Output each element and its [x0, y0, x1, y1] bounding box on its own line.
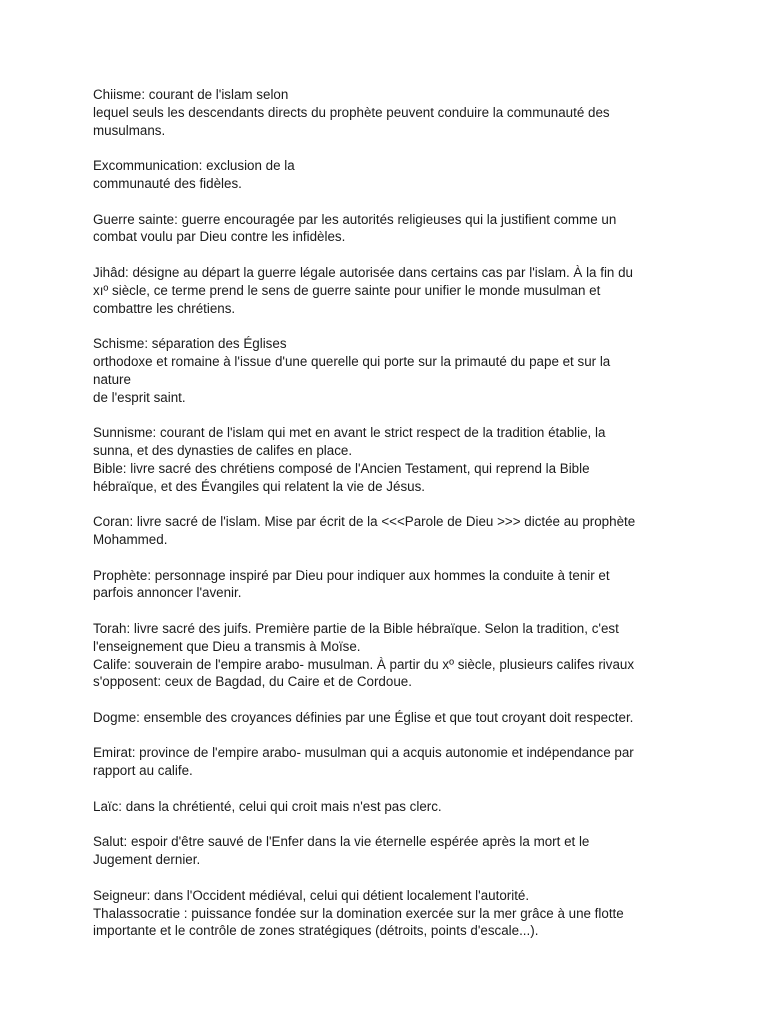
entry-sunnisme-bible: [93, 424, 683, 495]
entry-excommunication: [93, 157, 683, 193]
entry-coran: [93, 513, 683, 549]
text-line: importante et le contrôle de zones stratégiques (détroits, points d'escale...).: [93, 923, 539, 939]
text-line: Guerre sainte: guerre encouragée par les autorités religieuses qui la justifient comme un: [93, 211, 617, 227]
text-line: Salut: espoir d'être sauvé de l'Enfer dans la vie éternelle espérée après la mort et le: [93, 834, 590, 850]
text-line: Mohammed.: [93, 531, 168, 547]
text-line: nature: [93, 371, 131, 387]
text-line: orthodoxe et romaine à l'issue d'une querelle qui porte sur la primauté du pape et sur la: [93, 353, 611, 369]
document-page: [93, 86, 683, 940]
entry-laic: [93, 798, 683, 816]
text-line: xıº siècle, ce terme prend le sens de guerre sainte pour unifier le monde musulman et: [93, 282, 601, 298]
entry-chiisme: [93, 86, 683, 139]
entry-prophete: [93, 567, 683, 603]
text-line: Excommunication: exclusion de la: [93, 158, 295, 174]
entry-salut: [93, 833, 683, 869]
text-line: Sunnisme: courant de l'islam qui met en avant le strict respect de la tradition établie, la: [93, 425, 606, 441]
text-line: Thalassocratie : puissance fondée sur la domination exercée sur la mer grâce à une flotte: [93, 905, 624, 921]
entry-seigneur-thalassocratie: [93, 887, 683, 940]
text-line: musulmans.: [93, 122, 166, 138]
text-line: Jihâd: désigne au départ la guerre légale autorisée dans certains cas par l'islam. À la fin du: [93, 264, 633, 280]
text-line: s'opposent: ceux de Bagdad, du Caire et de Cordoue.: [93, 674, 412, 690]
text-line: Chiisme: courant de l'islam selon: [93, 87, 289, 102]
entry-emirat: [93, 744, 683, 780]
entry-jihad: [93, 264, 683, 317]
text-line: Schisme: séparation des Églises: [93, 336, 287, 352]
text-line: sunna, et des dynasties de califes en place.: [93, 442, 353, 458]
text-line: Calife: souverain de l'empire arabo- musulman. À partir du xº siècle, plusieurs califes rivaux: [93, 656, 635, 672]
text-line: rapport au calife.: [93, 763, 193, 779]
text-line: Seigneur: dans l'Occident médiéval, celui qui détient localement l'autorité.: [93, 887, 530, 903]
text-line: Laïc: dans la chrétienté, celui qui croit mais n'est pas clerc.: [93, 798, 442, 814]
entry-dogme: [93, 709, 683, 727]
text-line: Dogme: ensemble des croyances définies par une Église et que tout croyant doit respecter.: [93, 709, 634, 725]
text-line: Torah: livre sacré des juifs. Première partie de la Bible hébraïque. Selon la tradition, c'est: [93, 620, 619, 636]
text-line: communauté des fidèles.: [93, 175, 242, 191]
entry-schisme: [93, 335, 683, 406]
text-line: hébraïque, et des Évangiles qui relatent la vie de Jésus.: [93, 478, 426, 494]
text-line: de l'esprit saint.: [93, 389, 186, 405]
text-line: Prophète: personnage inspiré par Dieu pour indiquer aux hommes la conduite à tenir et: [93, 567, 610, 583]
text-line: lequel seuls les descendants directs du prophète peuvent conduire la communauté des: [93, 104, 610, 120]
text-line: l'enseignement que Dieu a transmis à Moïse.: [93, 638, 361, 654]
text-line: combattre les chrétiens.: [93, 300, 236, 316]
text-line: Bible: livre sacré des chrétiens composé de l'Ancien Testament, qui reprend la Bible: [93, 460, 590, 476]
text-line: parfois annoncer l'avenir.: [93, 585, 242, 601]
text-line: Emirat: province de l'empire arabo- musulman qui a acquis autonomie et indépendance par: [93, 745, 634, 761]
text-line: Jugement dernier.: [93, 852, 201, 868]
text-line: Coran: livre sacré de l'islam. Mise par écrit de la <<<Parole de Dieu >>> dictée au prophète: [93, 514, 636, 530]
text-line: combat voulu par Dieu contre les infidèles.: [93, 229, 346, 245]
entry-guerre-sainte: [93, 211, 683, 247]
entry-torah-calife: [93, 620, 683, 691]
